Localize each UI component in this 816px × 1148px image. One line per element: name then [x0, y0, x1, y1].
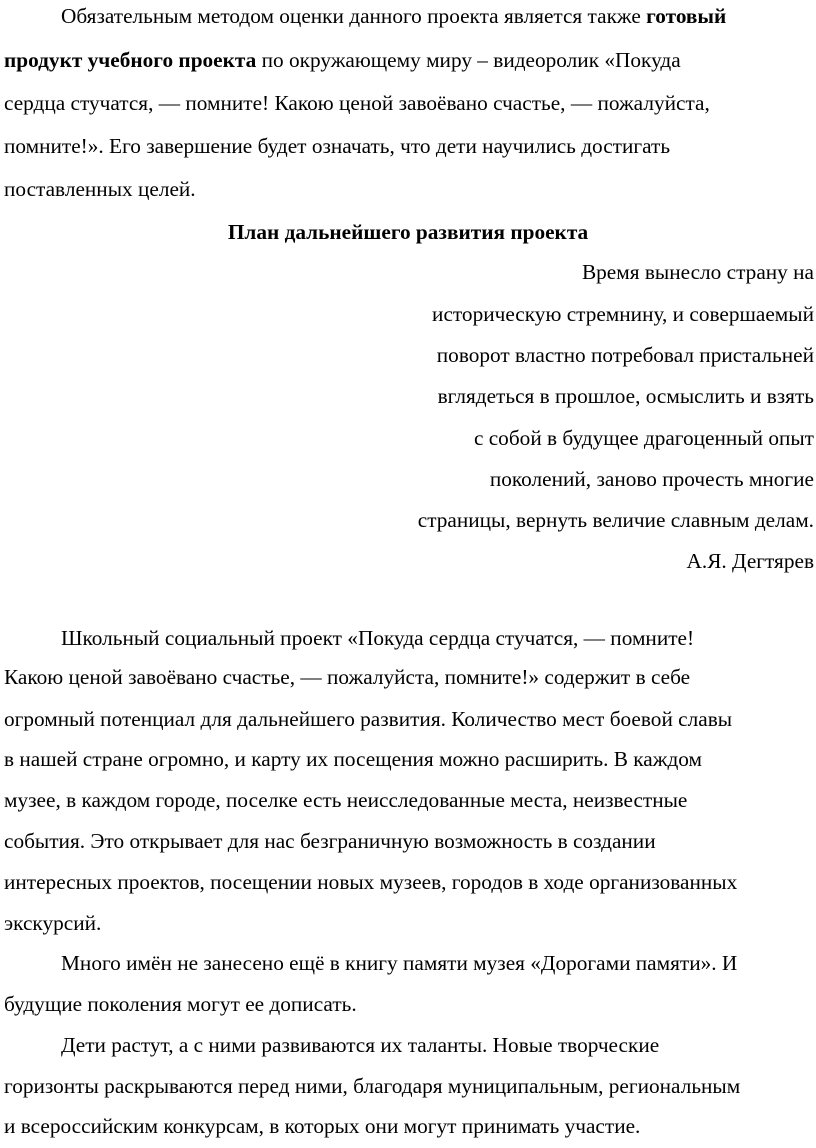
- intro-line-1-bold: готовый: [646, 4, 727, 28]
- intro-line-4: помните!». Его завершение будет означать, что дети научились достигать: [4, 134, 671, 158]
- paragraph-3-line: Дети растут, а с ними развиваются их таланты. Новые творческие: [61, 1033, 660, 1057]
- paragraph-1-line: события. Это открывает для нас безграничную возможность в создании: [4, 829, 656, 853]
- epigraph-author: А.Я. Дегтярев: [686, 549, 814, 573]
- paragraph-1-line: интересных проектов, посещении новых музеев, городов в ходе организованных: [4, 870, 738, 894]
- intro-line-2-bold: продукт учебного проекта: [4, 48, 257, 72]
- paragraph-3-line: и всероссийским конкурсам, в которых они могут принимать участие.: [4, 1114, 641, 1138]
- epigraph-line: историческую стремнину, и совершаемый: [432, 302, 814, 326]
- intro-line-2: [4, 46, 681, 74]
- epigraph-line: страницы, вернуть величие славным делам.: [417, 508, 814, 532]
- epigraph-line: поколений, заново прочесть многие: [489, 467, 814, 491]
- paragraph-3-line: горизонты раскрываются перед ними, благодаря муниципальным, региональным: [4, 1074, 741, 1098]
- epigraph-line: Время вынесло страну на: [581, 260, 814, 284]
- paragraph-1-line: экскурсий.: [4, 911, 102, 935]
- epigraph-line: поворот властно потребовал пристальней: [436, 343, 814, 367]
- paragraph-1-line: огромный потенциал для дальнейшего развития. Количество мест боевой славы: [4, 707, 733, 731]
- section-heading: [0, 218, 816, 246]
- paragraph-1-line: в нашей стране огромно, и карту их посещения можно расширить. В каждом: [4, 747, 703, 771]
- paragraph-1-line: музее, в каждом городе, поселке есть неисследованные места, неизвестные: [4, 788, 688, 812]
- paragraph-1-line: Школьный социальный проект «Покуда сердца стучатся, — помните!: [61, 626, 695, 650]
- intro-line-2-text: по окружающему миру – видеоролик «Покуда: [256, 48, 681, 72]
- paragraph-1-line: Какою ценой завоёвано счастье, — пожалуйста, помните!» содержит в себе: [4, 665, 691, 689]
- paragraph-2-line: Много имён не занесено ещё в книгу памяти музея «Дорогами памяти». И: [61, 951, 738, 975]
- intro-line-1-text: Обязательным методом оценки данного проекта является также: [61, 4, 647, 28]
- intro-line-1: [61, 2, 726, 30]
- intro-line-5: поставленных целей.: [4, 177, 196, 201]
- paragraph-2-line: будущие поколения могут ее дописать.: [4, 992, 357, 1016]
- epigraph-line: вглядеться в прошлое, осмыслить и взять: [437, 384, 814, 408]
- intro-line-3: сердца стучатся, — помните! Какою ценой завоёвано счастье, — пожалуйста,: [4, 91, 710, 115]
- section-heading-text: План дальнейшего развития проекта: [227, 220, 589, 244]
- epigraph-line: с собой в будущее драгоценный опыт: [473, 426, 814, 450]
